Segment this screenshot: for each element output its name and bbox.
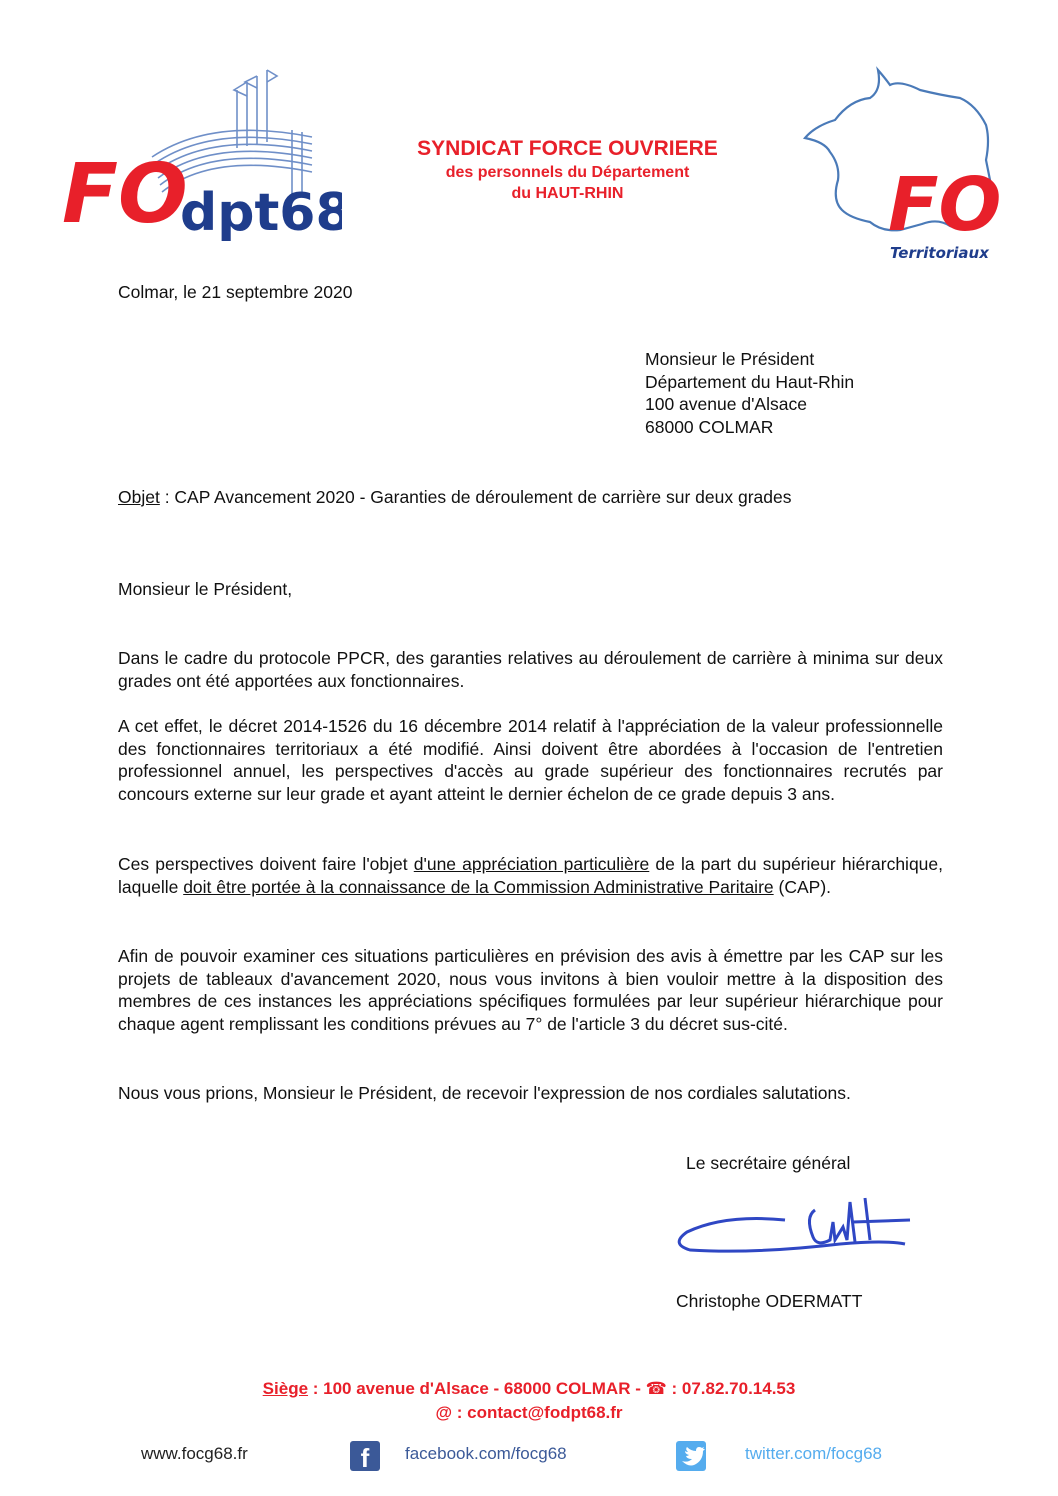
signer-role: Le secrétaire général <box>686 1153 851 1173</box>
union-title: SYNDICAT FORCE OUVRIERE <box>417 137 718 160</box>
addressee-line: 100 avenue d'Alsace <box>645 394 807 414</box>
letter-greeting: Monsieur le Président, <box>118 579 293 599</box>
website-link[interactable]: www.focg68.fr <box>141 1444 248 1463</box>
footer-address-line <box>0 1379 1058 1399</box>
territoriaux-text: Territoriaux <box>890 244 989 262</box>
building-icon <box>62 62 342 252</box>
p3-underlined-2: doit être portée à la connaissance de la Commission Administrative Paritaire <box>183 876 774 897</box>
phone-icon: ☎ <box>645 1379 667 1398</box>
footer-email-line[interactable]: @ : contact@fodpt68.fr <box>435 1403 623 1422</box>
footer-phone: : 07.82.70.14.53 <box>666 1379 796 1398</box>
facebook-icon[interactable]: f <box>350 1441 380 1471</box>
letter-subject <box>118 486 792 509</box>
subject-text: : CAP Avancement 2020 - Garanties de déroulement de carrière sur deux grades <box>159 487 792 507</box>
dpt68-logo-text: dpt68 <box>180 183 342 243</box>
body-paragraph-1: Dans le cadre du protocole PPCR, des garanties relatives au déroulement de carrière à minima sur deux grades ont été apportées aux fonctionnaires. <box>118 648 943 691</box>
footer-siege-text: : 100 avenue d'Alsace - 68000 COLMAR - <box>308 1379 646 1398</box>
addressee-block <box>645 348 854 438</box>
addressee-line: Département du Haut-Rhin <box>645 371 855 392</box>
fo-territoriaux-logo <box>790 60 1005 290</box>
addressee-line: 68000 COLMAR <box>645 416 774 437</box>
p3-text: Ces perspectives doivent faire l'objet <box>118 854 414 874</box>
p3-underlined-1: d'une appréciation particulière <box>413 854 650 874</box>
subject-label: Objet <box>118 487 160 507</box>
fo-logo-text: FO <box>62 147 188 242</box>
fo-dpt68-logo <box>62 62 342 252</box>
union-subtitle-1: des personnels du Département <box>445 164 690 181</box>
body-paragraph-3 <box>118 853 943 898</box>
body-paragraph-2: A cet effet, le décret 2014-1526 du 16 décembre 2014 relatif à l'appréciation de la valeur professionnelle des fonctionnaires territoriaux a été modifié. Ainsi doivent être abordées à l'occasion de l'entretien professionnel annuel, les perspectives d'accès au grade supérieur des fonctionnaires recrutés par concours externe sur leur grade et ayant atteint le dernier échelon de ce grade depuis 3 ans. <box>118 716 943 804</box>
addressee-line: Monsieur le Président <box>645 349 815 369</box>
p3-text: de la part du supérieur hiérarchique, laquelle <box>118 854 944 897</box>
body-paragraph-5: Nous vous prions, Monsieur le Président, de recevoir l'expression de nos cordiales salutations. <box>118 1083 851 1103</box>
union-subtitle-2: du HAUT-RHIN <box>511 185 624 202</box>
france-map-icon <box>790 60 1005 290</box>
p3-text: (CAP). <box>773 876 832 897</box>
handwritten-signature <box>665 1192 920 1272</box>
footer-siege-label: Siège <box>262 1379 309 1398</box>
twitter-link[interactable]: twitter.com/focg68 <box>745 1444 883 1463</box>
facebook-link[interactable]: facebook.com/focg68 <box>405 1444 567 1463</box>
letter-date: Colmar, le 21 septembre 2020 <box>118 282 353 302</box>
fo-logo-text-right: FO <box>888 162 1002 248</box>
body-paragraph-4: Afin de pouvoir examiner ces situations particulières en prévision des avis à émettre par les CAP sur les projets de tableaux d'avancement 2020, nous vous invitons à bien vouloir mettre à la disposition des membres de ces instances les appréciations spécifiques formulées par leur supérieur hiérarchique pour chaque agent remplissant les conditions prévues au 7° de l'article 3 du décret sus-cité. <box>118 946 943 1034</box>
twitter-icon[interactable] <box>676 1441 706 1471</box>
signer-name: Christophe ODERMATT <box>676 1291 863 1311</box>
union-header <box>370 136 765 204</box>
